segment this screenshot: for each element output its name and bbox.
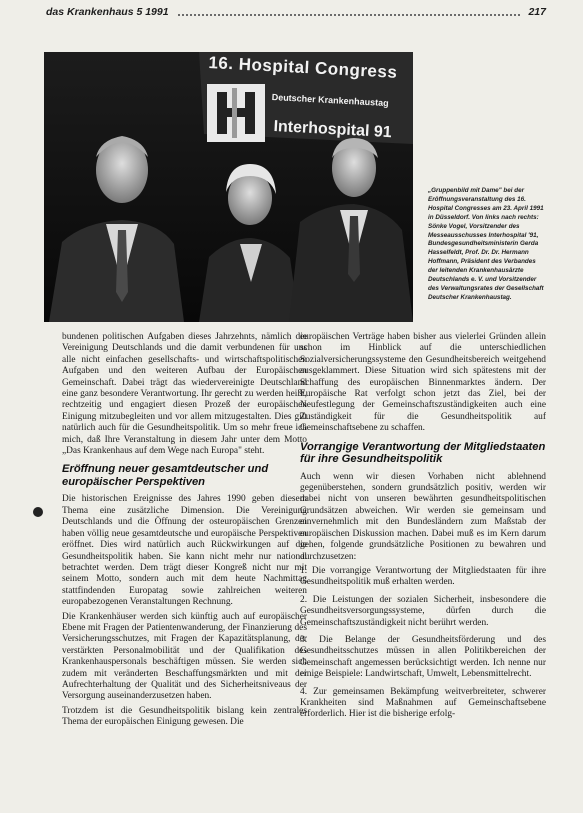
numbered-list — [300, 566, 546, 721]
section-heading: Vorrangige Verantwortung der Mitgliedstaaten für ihre Gesundheitspolitik — [300, 440, 546, 466]
list-item: 2. Die Leistungen der sozialen Sicherheit, insbesondere die Gesundheitsversorgungssysteme, dürfen durch die Gemeinschaftszuständigkeit nicht berührt werden. — [300, 594, 546, 628]
sign-text-congress: 16. Hospital Congress — [208, 53, 398, 82]
paragraph: europäischen Verträge haben bisher aus vielerlei Gründen allein schon im Hinblick auf die unterschiedlichen Sozialversicherungssysteme den Gesundheitsbereich weitgehend ausgeklammert. Diese Situation wird sich spätestens mit der Schaffung des europäischen Binnenmarktes ändern. Der Europäische Rat verfolgt schon jetzt das Ziel, bei der Neufestlegung der Gemeinschaftszuständigkeiten auch eine Zuständigkeit für die Gesundheitspolitik auf Gemeinschaftsebene zu schaffen. — [300, 332, 546, 434]
sign-text-interhospital: Interhospital 91 — [273, 118, 393, 142]
paragraph: Auch wenn wir diesen Vorhaben nicht ablehnend gegenüberstehen, sondern grundsätzlich positiv, werden wir dabei nicht von unseren bewährten gesundheitspolitischen Grundsätzen abweichen. Wir werden sie gemeinsam und einvernehmlich mit den Bundesländern zum Maßstab der europäischen Diskussion machen. Dabei muß es im Kern darum gehen, folgende grundsätzliche Positionen zu bewahren und durchzusetzen: — [300, 471, 546, 562]
punch-hole — [33, 507, 43, 517]
paragraph: Die Krankenhäuser werden sich künftig auch auf europäischer Ebene mit Fragen der Patientenwanderung, der Finanzierung des Versicherungsschutzes, mit Fragen der Kapazitätsplanung, der verstärkten Personalmobilität und der Qualifikation des Krankenhauspersonals beschäftigen müssen. Sie werden sich zudem mit veränderten Beschaffungsmärkten und mit der Aufrechterhaltung der Qualität und des Sicherheitsniveaus der Versorgung auseinanderzusetzen haben. — [62, 611, 307, 702]
page-number: 217 — [528, 6, 546, 18]
running-head — [46, 5, 546, 21]
paragraph: Die historischen Ereignisse des Jahres 1990 geben diesem Thema eine zusätzliche Dimension. Die Vereinigung Deutschlands und die Öffnung der osteuropäischen Grenzen haben völlig neue gesamtdeutsche und europäische Perspektiven eröffnet. Dies wird natürlich auch Rückwirkungen auf die Gesundheitspolitik haben. Sie kann nicht mehr nur national betrachtet werden. Dem trägt dieser Kongreß nicht nur mit seinem Motto, sondern auch mit dem heute Nachmittag stattfindenden Europatag sowie zahlreichen weiteren europabezogenen Veranstaltungen Rechnung. — [62, 494, 307, 608]
event-photo — [44, 52, 413, 322]
photo-illustration — [44, 52, 413, 322]
list-item: 4. Zur gemeinsamen Bekämpfung weitverbreiteter, schwerer Krankheiten sind Maßnahmen auf Gemeinschaftsebene erforderlich. Hier ist die bisherige erfolg- — [300, 686, 546, 720]
paragraph: bundenen politischen Aufgaben dieses Jahrzehnts, nämlich die Vereinigung Deutschlands und die damit verbundenen für uns alle nicht einfachen gesellschafts- und wirtschaftspolitischen Aufgaben und den weiteren Aufbau der Europäischen Gemeinschaft. Dabei trägt das wiedervereinigte Deutschland eine ganz besondere Verantwortung. Ihr gerecht zu werden heißt, rechtzeitig und engagiert diesen Prozeß der europäischen Einigung mitzubegleiten und vor allem mitzugestalten. Dies gilt natürlich auch für die Gesundheitspolitik. Um so mehr freue ich mich, daß Ihre Veranstaltung in diesem Jahr unter dem Motto „Das Krankenhaus auf dem Wege nach Europa" steht. — [62, 332, 307, 457]
sign-text-krankenhaustag: Deutscher Krankenhaustag — [271, 92, 389, 109]
left-column — [62, 332, 307, 732]
photo-caption: „Gruppenbild mit Dame" bei der Eröffnungsveranstaltung des 16. Hospital Congresses am 23. April 1991 in Düsseldorf. Von links nach rechts: Sönke Vogel, Vorsitzender des Messeausschusses Interhospital '91, Bundesgesundheitsministerin Gerda Hasselfeldt, Prof. Dr. Dr. Hermann Hoffmann, Präsident des Verbandes der leitenden Krankenhausärzte Deutschlands e. V. und Vorsitzender des Verwaltungsrates der Gesellschaft Deutscher Krankenhaustag. — [428, 187, 544, 301]
paragraph: Trotzdem ist die Gesundheitspolitik bislang kein zentrales Thema der europäischen Einigung gewesen. Die — [62, 705, 307, 728]
journal-title: das Krankenhaus 5 1991 — [46, 6, 169, 18]
list-item: 3. Die Belange der Gesundheitsförderung und des Gesundheitsschutzes müssen in allen Politikbereichen der Gemeinschaft angemessen berücksichtigt werden. Ich nenne nur einige Beispiele: Landwirtschaft, Umwelt, Lebensmittelrecht. — [300, 634, 546, 680]
header-dotted-rule — [178, 14, 520, 16]
section-heading: Eröffnung neuer gesamtdeutscher und europäischer Perspektiven — [62, 463, 269, 488]
list-item: 1. Die vorrangige Verantwortung der Mitgliedstaaten für ihre Gesundheitspolitik muß erhalten werden. — [300, 565, 546, 588]
right-column — [300, 332, 546, 727]
